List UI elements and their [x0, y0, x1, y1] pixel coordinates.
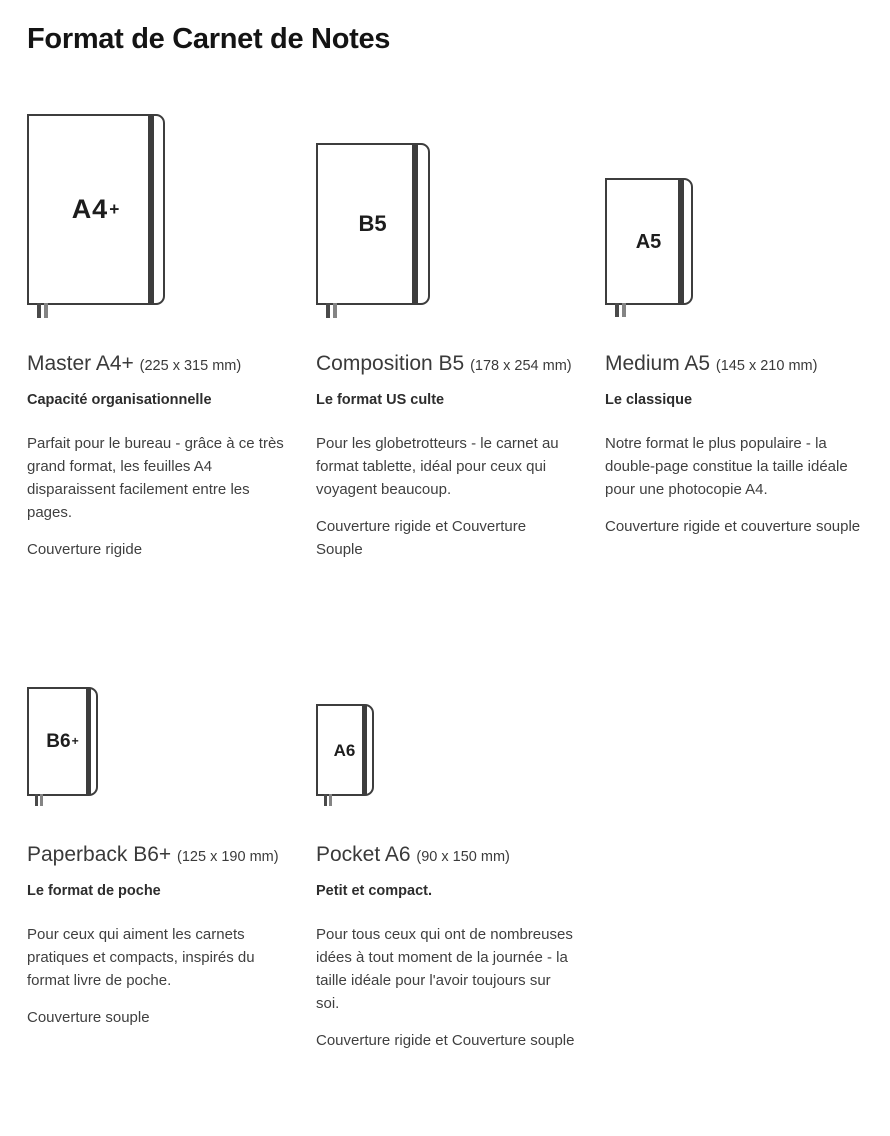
format-name-text: Paperback B6+	[27, 843, 172, 866]
format-card-composition-b5	[316, 110, 576, 561]
notebook-figure	[316, 683, 576, 796]
notebook-size-label: A4+	[71, 194, 121, 224]
bookmark-ribbon	[615, 303, 619, 317]
format-card-pocket-a6	[316, 683, 576, 1052]
formats-grid	[27, 110, 870, 1052]
format-tagline: Le format de poche	[27, 883, 161, 899]
format-dimensions: (145 x 210 mm)	[715, 358, 818, 374]
notebook-formats-section	[0, 22, 890, 1052]
elastic-band	[86, 689, 91, 794]
format-tagline: Le classique	[605, 392, 693, 408]
notebook-size-label: A5	[635, 230, 662, 253]
format-name-text: Medium A5	[605, 352, 711, 375]
format-name	[316, 841, 576, 871]
bookmark-ribbon	[622, 303, 626, 317]
elastic-band	[148, 116, 154, 303]
bookmark-ribbon	[40, 794, 43, 806]
notebook-illustration-b6plus	[27, 687, 98, 796]
format-dimensions: (178 x 254 mm)	[470, 358, 572, 374]
format-name	[316, 350, 576, 380]
format-description: Pour tous ceux qui ont de nombreuses idées à tout moment de la journée - la taille idéale pour l'avoir toujours sur soi.	[316, 926, 573, 1012]
format-tagline: Petit et compact.	[316, 883, 433, 899]
format-card-paperback-b6plus	[27, 683, 287, 1052]
format-description: Notre format le plus populaire - la double-page constitue la taille idéale pour une photocopie A4.	[605, 435, 848, 498]
format-name	[605, 350, 865, 380]
notebook-figure	[27, 683, 287, 796]
format-cover-options: Couverture rigide	[27, 541, 143, 558]
elastic-band	[412, 145, 418, 303]
format-dimensions: (225 x 315 mm)	[139, 358, 242, 374]
notebook-size-label: B6+	[46, 731, 79, 752]
format-name-text: Composition B5	[316, 352, 465, 375]
notebook-figure	[316, 110, 576, 305]
notebook-figure	[605, 110, 865, 305]
format-tagline: Capacité organisationnelle	[27, 392, 212, 408]
notebook-size-label: B5	[358, 211, 387, 236]
plus-suffix: +	[109, 198, 121, 219]
bookmark-ribbon	[44, 303, 48, 318]
format-name	[27, 350, 287, 380]
elastic-band	[678, 180, 684, 303]
format-description: Pour les globetrotteurs - le carnet au format tablette, idéal pour ceux qui voyagent beaucoup.	[316, 435, 559, 498]
format-card-medium-a5	[605, 110, 865, 561]
format-cover-options: Couverture rigide et Couverture Souple	[316, 518, 527, 558]
bookmark-ribbon	[37, 303, 41, 318]
format-description: Parfait pour le bureau - grâce à ce très grand format, les feuilles A4 disparaissent facilement entre les pages.	[27, 435, 284, 521]
notebook-illustration-a4plus	[27, 114, 165, 305]
notebook-figure	[27, 110, 287, 305]
format-tagline: Le format US culte	[316, 392, 445, 408]
bookmark-ribbon	[35, 794, 38, 806]
notebook-size-label: A6	[333, 740, 356, 760]
format-name-text: Pocket A6	[316, 843, 411, 866]
page-title: Format de Carnet de Notes	[27, 23, 391, 55]
format-name-text: Master A4+	[27, 352, 134, 375]
format-description: Pour ceux qui aiment les carnets pratiques et compacts, inspirés du format livre de poche.	[27, 926, 255, 989]
bookmark-ribbon	[326, 303, 330, 318]
bookmark-ribbon	[333, 303, 337, 318]
plus-suffix: +	[71, 733, 79, 748]
bookmark-ribbon	[324, 794, 327, 806]
format-dimensions: (90 x 150 mm)	[416, 849, 510, 865]
notebook-illustration-a6	[316, 704, 374, 796]
notebook-illustration-b5	[316, 143, 430, 305]
format-cover-options: Couverture rigide et couverture souple	[605, 518, 861, 535]
format-card-master-a4plus	[27, 110, 287, 561]
format-dimensions: (125 x 190 mm)	[177, 849, 279, 865]
format-name	[27, 841, 287, 871]
bookmark-ribbon	[329, 794, 332, 806]
notebook-illustration-a5	[605, 178, 693, 305]
elastic-band	[362, 706, 367, 794]
format-cover-options: Couverture rigide et Couverture souple	[316, 1032, 575, 1049]
format-cover-options: Couverture souple	[27, 1009, 150, 1026]
